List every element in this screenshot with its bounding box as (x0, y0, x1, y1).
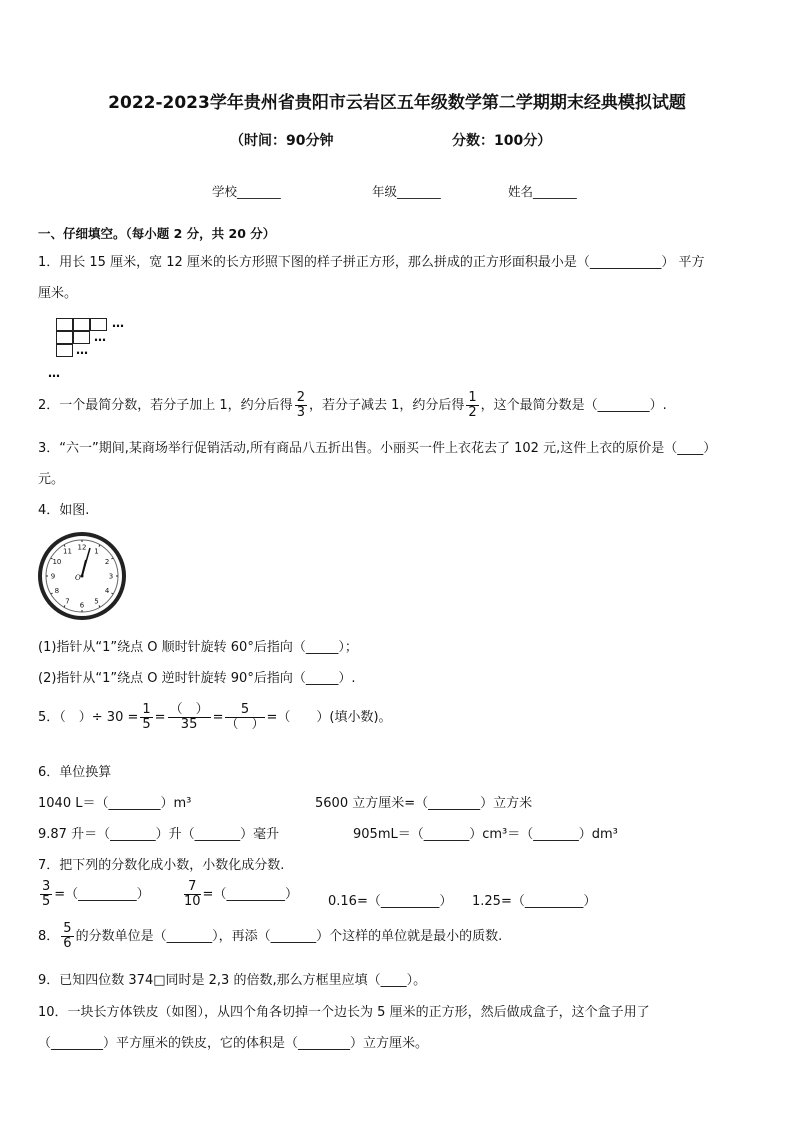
clock-number-5: 5 (94, 597, 99, 606)
question-1-line1: 1．用长 15 厘米，宽 12 厘米的长方形照下图的样子拼正方形，那么拼成的正方形面积最小是（___________） 平方 (38, 255, 705, 270)
question-4-part2: (2)指针从“1”绕点 O 逆时针旋转 90°后指向（_____）. (38, 671, 356, 686)
school-field: 学校_______ (212, 184, 281, 199)
clock-number-8: 8 (54, 587, 60, 595)
fraction-5-6: $\frac{5}{6}$ (63, 921, 72, 951)
question-5: 5．（ ）÷ 30 = $\frac{1}{5}$ = $\frac{( )}{35}$ = $\frac{5}{( )}$ =（ ）(填小数)。 (38, 702, 392, 732)
clock-number-1: 1 (94, 547, 99, 556)
question-3-line2: 元。 (38, 472, 65, 487)
question-7d: 1.25=（_________） (472, 894, 597, 909)
clock-number-3: 3 (108, 572, 114, 581)
question-6a: 1040 L＝（________）m³ (38, 796, 192, 811)
section-heading: 一、仔细填空。（每小题 2 分，共 20 分） (38, 226, 276, 241)
fraction-2-3: $\frac{2}{3}$ (296, 390, 305, 420)
clock-number-9: 9 (50, 572, 56, 581)
question-10-line2: （________）平方厘米的铁皮，它的体积是（________）立方厘米。 (38, 1036, 429, 1051)
clock-number-12: 12 (77, 543, 87, 552)
question-6-label: 6．单位换算 (38, 765, 112, 780)
fraction-1-2: $\frac{1}{2}$ (468, 390, 477, 420)
question-7c: 0.16=（_________） (328, 894, 453, 909)
question-10-line1: 10．一块长方体铁皮（如图），从四个角各切掉一个边长为 5 厘米的正方形，然后做成盒子，这个盒子用了 (38, 1005, 650, 1020)
dots-right: … (112, 316, 124, 330)
question-2: 2．一个最简分数，若分子加上 1，约分后得 $\frac{2}{3}$ ，若分子减去 1，约分后得 $\frac{1}{2}$ ，这个最简分数是（________）. (38, 390, 667, 420)
question-3-line1: 3．“六一”期间,某商场举行促销活动,所有商品八五折出售。小丽买一件上衣花去了 102 元,这件上衣的原价是（____） (38, 441, 717, 456)
dots-bottom: … (48, 366, 60, 380)
question-4-part1: (1)指针从“1”绕点 O 顺时针旋转 60°后指向（_____）； (38, 640, 358, 655)
grade-field: 年级_______ (372, 184, 441, 199)
question-9: 9．已知四位数 374□同时是 2,3 的倍数,那么方框里应填（____）。 (38, 973, 427, 988)
clock-number-2: 2 (104, 558, 110, 566)
question-6b: 5600 立方厘米=（________）立方米 (315, 796, 533, 811)
fraction-5-blank: $\frac{5}{( )}$ (225, 702, 265, 732)
clock-number-11: 11 (63, 547, 72, 556)
exam-time: （时间：90分钟 (230, 133, 334, 149)
question-7-label: 7．把下列的分数化成小数，小数化成分数. (38, 858, 285, 873)
question-8: 8． $\frac{5}{6}$ 的分数单位是（_______），再添（_______）个这样的单位就是最小的质数. (38, 921, 503, 951)
question-4-label: 4．如图. (38, 503, 90, 518)
question-7a: $\frac{3}{5}$ =（_________） (42, 879, 150, 909)
fraction-1-5: $\frac{1}{5}$ (142, 702, 151, 732)
fraction-blank-35: $\frac{( )}{35}$ (169, 702, 209, 732)
question-6d: 905mL＝（_______）cm³＝（_______）dm³ (353, 827, 618, 842)
clock-number-4: 4 (104, 587, 110, 595)
dots-middle: … (94, 330, 106, 344)
clock-figure (38, 532, 128, 622)
clock-number-6: 6 (79, 601, 85, 610)
clock-center-label: O (75, 574, 81, 582)
dots-lower: … (76, 343, 88, 357)
name-field: 姓名_______ (508, 184, 577, 199)
clock-number-10: 10 (52, 558, 62, 566)
question-7b: $\frac{7}{10}$ =（_________） (184, 879, 298, 909)
question-1-line2: 厘米。 (38, 286, 78, 301)
page-title: 2022-2023学年贵州省贵阳市云岩区五年级数学第二学期期末经典模拟试题 (108, 93, 686, 113)
clock-number-7: 7 (65, 597, 70, 606)
question-6c: 9.87 升＝（_______）升（_______）毫升 (38, 827, 280, 842)
exam-score: 分数：100分） (452, 133, 552, 149)
